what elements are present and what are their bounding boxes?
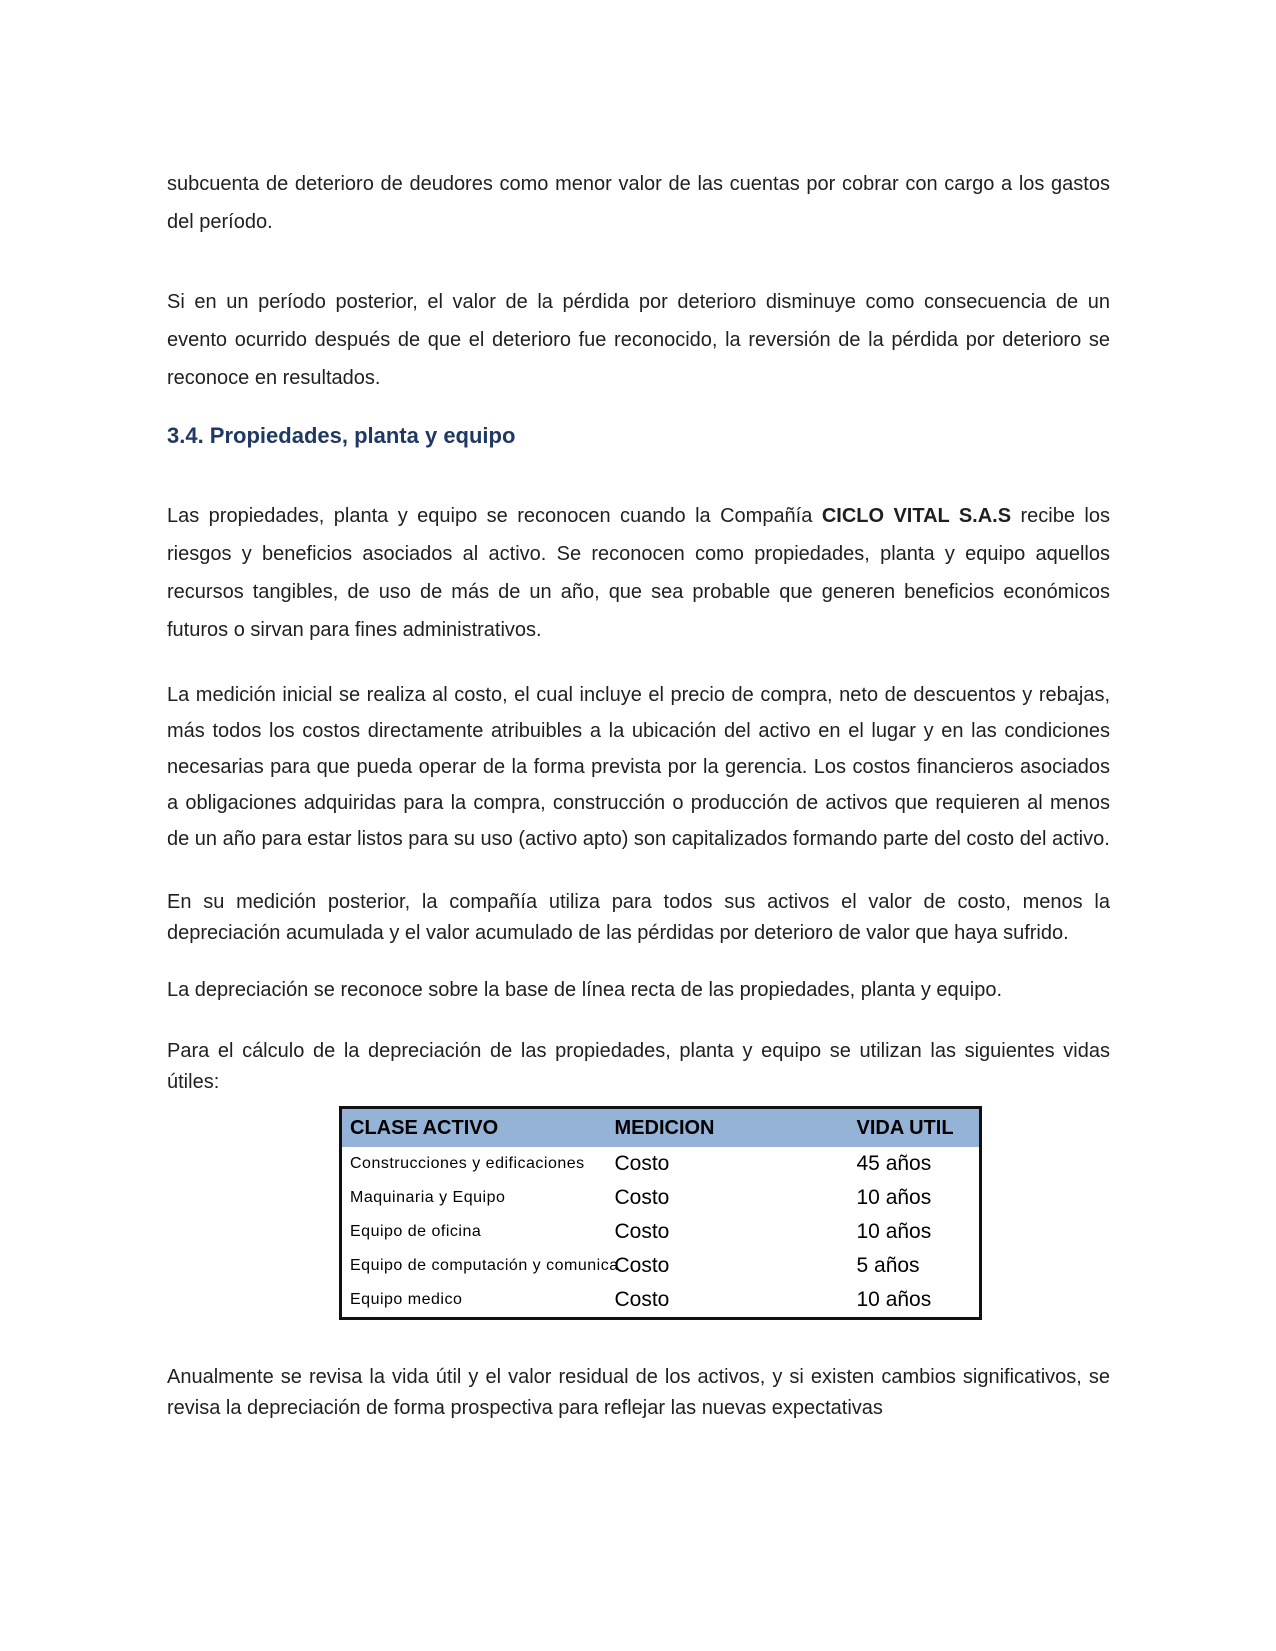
paragraph-linea-recta: La depreciación se reconoce sobre la base de línea recta de las propiedades, planta y equipo. xyxy=(167,979,1003,1001)
table-cell-clase: Equipo medico xyxy=(350,1291,463,1308)
table-cell-clase: Construcciones y edificaciones xyxy=(350,1155,585,1172)
paragraph-periodo-posterior: Si en un período posterior, el valor de la pérdida por deterioro disminuye como consecuencia de un evento ocurrido después de que el deterioro fue reconocido, la reversión de la pérdida por deterioro se reconoce en resultados. xyxy=(167,291,1110,389)
table-header-row xyxy=(341,1108,981,1148)
paragraph-medicion-posterior: En su medición posterior, la compañía utiliza para todos sus activos el valor de costo, menos la depreciación acumulada y el valor acumulado de las pérdidas por deterioro de valor que haya sufrido. xyxy=(167,891,1110,944)
paragraph-reconocimiento-text-before: Las propiedades, planta y equipo se reconocen cuando la Compañía xyxy=(167,505,822,527)
table-row xyxy=(341,1283,981,1319)
table-cell-medicion: Costo xyxy=(614,1152,670,1175)
table-cell-clase: Equipo de computación y comunica xyxy=(350,1257,619,1274)
table-cell-medicion: Costo xyxy=(614,1254,670,1277)
table-header-vida-util: VIDA UTIL xyxy=(849,1108,981,1148)
paragraph-revision-anual: Anualmente se revisa la vida útil y el valor residual de los activos, y si existen cambios significativos, se revisa la depreciación de forma prospectiva para reflejar las nuevas expectativas xyxy=(167,1366,1110,1419)
table-row xyxy=(341,1147,981,1181)
table-row xyxy=(341,1249,981,1283)
paragraph-calculo-depreciacion: Para el cálculo de la depreciación de las propiedades, planta y equipo se utilizan las siguientes vidas útiles: xyxy=(167,1040,1110,1093)
table-cell-vida: 10 años xyxy=(856,1220,932,1243)
company-name: CICLO VITAL S.A.S xyxy=(821,505,1012,527)
table-cell-vida: 10 años xyxy=(856,1288,932,1311)
table-cell-medicion: Costo xyxy=(614,1186,670,1209)
table-cell-clase: Equipo de oficina xyxy=(350,1223,482,1240)
table-header-medicion: MEDICION xyxy=(607,1108,849,1148)
vidas-utiles-table xyxy=(339,1106,982,1320)
table-cell-vida: 5 años xyxy=(856,1254,920,1277)
table-cell-clase: Maquinaria y Equipo xyxy=(350,1189,506,1206)
table-cell-medicion: Costo xyxy=(614,1220,670,1243)
paragraph-reconocimiento-text-after: recibe los riesgos y beneficios asociados al activo. Se reconocen como propiedades, planta y equipo aquellos recursos tangibles, de uso de más de un año, que sea probable que generen beneficios económicos futuros o sirvan para fines administrativos. xyxy=(167,505,1110,641)
table-cell-medicion: Costo xyxy=(614,1288,670,1311)
table-cell-vida: 45 años xyxy=(856,1152,932,1175)
paragraph-reconocimiento xyxy=(167,497,1110,649)
paragraph-medicion-inicial: La medición inicial se realiza al costo, el cual incluye el precio de compra, neto de descuentos y rebajas, más todos los costos directamente atribuibles a la ubicación del activo en el lugar y en las condiciones necesarias para que pueda operar de la forma prevista por la gerencia. Los costos financieros asociados a obligaciones adquiridas para la compra, construcción o producción de activos que requieren al menos de un año para estar listos para su uso (activo apto) son capitalizados formando parte del costo del activo. xyxy=(167,684,1110,850)
table-header-clase-activo: CLASE ACTIVO xyxy=(341,1108,607,1148)
section-heading-propiedades: 3.4. Propiedades, planta y equipo xyxy=(167,423,516,448)
table-row xyxy=(341,1215,981,1249)
table-cell-vida: 10 años xyxy=(856,1186,932,1209)
table-row xyxy=(341,1181,981,1215)
paragraph-deterioro-deudores: subcuenta de deterioro de deudores como menor valor de las cuentas por cobrar con cargo a los gastos del período. xyxy=(167,173,1110,233)
